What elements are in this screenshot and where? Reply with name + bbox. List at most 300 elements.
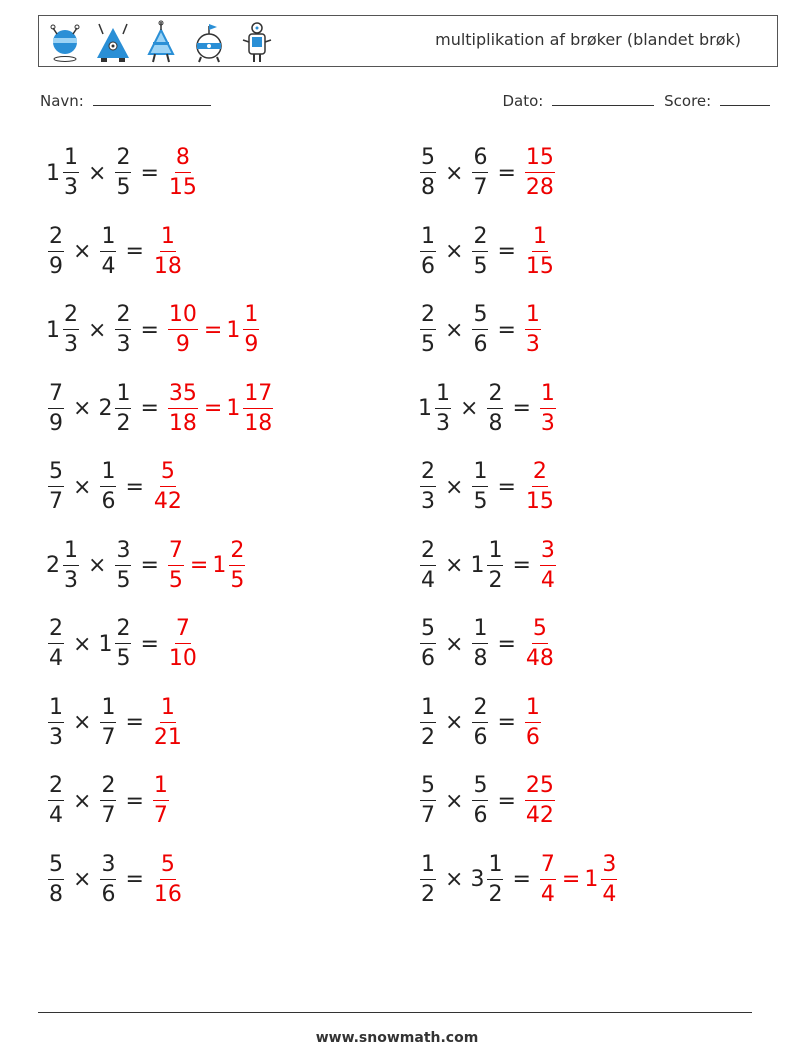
numerator: 1 [420,854,436,880]
fraction [420,223,436,279]
denominator: 48 [525,646,554,671]
times-sign: × [445,160,464,186]
denominator: 18 [153,253,182,279]
numerator: 3 [540,540,556,566]
mixed-number [113,304,133,356]
mixed-number [523,694,543,750]
numerator: 2 [420,461,436,487]
footer-url: www.snowmath.com [315,1030,479,1046]
denominator: 4 [540,567,555,593]
robot-strip [45,20,277,64]
problem-item [46,297,261,363]
equals-sign: = [140,631,159,657]
mixed-number [418,380,453,436]
numerator: 1 [243,304,259,330]
denominator: 6 [473,332,488,357]
numerator: 2 [63,304,79,330]
mixed-number [523,461,557,513]
date-label: Dato: [502,92,544,110]
denominator: 6 [473,803,488,828]
mixed-number [418,775,438,827]
problem-item [418,690,543,756]
mixed-number [470,461,490,513]
mixed-number [226,304,261,356]
equals-sign: = [561,867,581,892]
name-label: Navn: [40,92,84,110]
denominator: 9 [175,332,190,357]
fraction [540,537,556,593]
mixed-number [166,304,200,356]
numerator: 2 [472,697,488,723]
denominator: 5 [473,489,488,514]
problem-item [418,454,557,520]
mixed-number [470,775,490,827]
header-box [38,15,778,67]
fraction [472,618,488,670]
numerator: 1 [487,854,503,880]
mixed-number [113,147,133,199]
robot-icon-5 [237,20,277,64]
mixed-number [418,618,438,670]
numerator: 5 [472,775,488,801]
fraction [472,461,488,513]
mixed-number [212,537,247,593]
denominator: 7 [421,803,435,828]
problem-item [418,219,557,285]
fraction [153,694,183,750]
times-sign: × [445,867,464,892]
numerator: 5 [472,304,488,330]
numerator: 1 [525,304,541,330]
equals-sign: = [203,317,223,343]
equals-sign: = [497,631,516,657]
mixed-number [46,851,66,907]
mixed-number [418,304,438,356]
fraction [420,694,436,750]
denominator: 2 [116,410,131,436]
fraction [100,461,116,513]
times-sign: × [73,788,92,814]
mixed-number [523,147,557,199]
whole-part: 2 [46,553,60,578]
denominator: 3 [436,410,450,436]
denominator: 3 [64,332,78,357]
mixed-number [166,618,200,670]
times-sign: × [73,631,92,657]
times-sign: × [88,317,107,343]
numerator: 17 [243,383,273,409]
fraction [420,775,436,827]
whole-part: 1 [584,867,599,892]
numerator: 2 [472,226,488,252]
numerator: 1 [100,226,116,252]
denominator: 4 [421,567,435,593]
robot-icon-3 [141,20,181,64]
problem-item [46,690,185,756]
times-sign: × [445,788,464,814]
whole-part: 1 [98,631,113,657]
numerator: 1 [487,540,503,566]
denominator: 18 [244,410,273,436]
problem-item [418,768,557,834]
denominator: 42 [153,489,182,514]
denominator: 7 [101,724,116,750]
numerator: 5 [532,618,548,644]
equals-sign: = [497,239,516,264]
fraction [472,147,488,199]
denominator: 7 [473,175,488,200]
equals-sign: = [203,396,223,421]
numerator: 1 [420,226,436,252]
denominator: 4 [101,253,116,279]
denominator: 5 [116,646,131,671]
numerator: 1 [540,383,556,409]
numerator: 35 [168,383,198,409]
date-score-fields [503,92,771,110]
times-sign: × [73,474,92,500]
mixed-number [46,304,81,356]
fraction [48,851,64,907]
numerator: 7 [48,383,64,409]
denominator: 4 [540,881,555,907]
fraction [243,380,273,436]
denominator: 42 [525,803,554,828]
mixed-number [418,537,438,593]
numerator: 3 [100,854,116,880]
fraction [63,147,79,199]
denominator: 5 [168,567,183,593]
fraction [420,851,436,907]
mixed-number [98,851,118,907]
numerator: 7 [168,540,184,566]
fraction [100,694,116,750]
fraction [472,694,488,750]
denominator: 8 [473,646,488,671]
mixed-number [470,694,490,750]
footer-divider [38,1012,752,1013]
numerator: 6 [472,147,488,173]
mixed-number [470,147,490,199]
problem-item [46,847,185,913]
equals-sign: = [125,867,144,892]
fraction [48,775,64,827]
denominator: 5 [116,175,131,200]
numerator: 10 [168,304,198,330]
problem-item [418,611,557,677]
mixed-number [470,537,505,593]
fraction [420,147,436,199]
fraction [525,223,555,279]
numerator: 2 [48,775,64,801]
numerator: 25 [525,775,555,801]
fraction [525,775,555,827]
fraction [100,775,116,827]
score-blank[interactable] [720,104,770,106]
mixed-number [538,537,558,593]
mixed-number [470,223,490,279]
denominator: 6 [101,489,116,514]
fraction [168,304,198,356]
date-field [503,92,655,110]
fraction [525,304,541,356]
denominator: 5 [230,567,245,593]
fraction [48,618,64,670]
fraction [435,380,451,436]
whole-part: 1 [418,396,432,421]
numerator: 2 [115,618,131,644]
denominator: 18 [168,410,197,436]
fraction [525,694,541,750]
numerator: 15 [525,147,555,173]
fraction [153,851,183,907]
mixed-number [46,618,66,670]
fraction [168,618,198,670]
whole-part: 1 [470,553,485,578]
denominator: 3 [49,724,63,750]
times-sign: × [73,867,92,892]
times-sign: × [445,710,464,735]
mixed-number [166,380,200,436]
denominator: 3 [116,332,131,357]
denominator: 8 [488,410,503,436]
numerator: 8 [175,147,191,173]
denominator: 8 [49,881,63,907]
equals-sign: = [140,317,159,343]
numerator: 1 [525,697,541,723]
equals-sign: = [512,867,531,892]
numerator: 2 [100,775,116,801]
denominator: 3 [64,567,78,593]
mixed-number [98,461,118,513]
fraction [472,304,488,356]
numerator: 5 [160,854,176,880]
fraction [100,223,116,279]
fraction [420,461,436,513]
numerator: 1 [160,226,176,252]
equals-sign: = [497,710,516,735]
mixed-number [98,775,118,827]
equals-sign: = [189,553,209,578]
robot-icon-4 [189,20,229,64]
fraction [168,147,198,199]
whole-part: 2 [98,396,113,421]
mixed-number [470,851,505,907]
denominator: 4 [602,881,617,907]
fraction [487,537,503,593]
fraction [115,537,131,593]
denominator: 9 [244,332,259,357]
numerator: 1 [100,697,116,723]
numerator: 2 [115,304,131,330]
mixed-number [46,537,81,593]
mixed-number [538,380,558,436]
fraction [420,618,436,670]
numerator: 3 [115,540,131,566]
fraction [229,537,245,593]
numerator: 1 [63,540,79,566]
numerator: 5 [160,461,176,487]
numerator: 1 [435,383,451,409]
problem-item [46,533,247,599]
times-sign: × [445,631,464,657]
denominator: 3 [64,175,78,200]
mixed-number [485,380,505,436]
equals-sign: = [512,396,531,421]
denominator: 6 [473,724,488,750]
denominator: 6 [421,646,435,671]
name-blank[interactable] [93,104,211,106]
fraction [48,694,64,750]
times-sign: × [445,239,464,264]
equals-sign: = [125,239,144,264]
denominator: 21 [153,724,182,750]
denominator: 7 [101,803,116,828]
mixed-number [584,851,619,907]
numerator: 1 [153,775,169,801]
problem-item [46,140,200,206]
times-sign: × [445,317,464,343]
numerator: 1 [48,697,64,723]
times-sign: × [73,710,92,735]
mixed-number [523,223,557,279]
denominator: 7 [153,803,168,828]
numerator: 2 [48,226,64,252]
numerator: 1 [100,461,116,487]
problem-item [46,454,185,520]
denominator: 15 [525,489,554,514]
date-blank[interactable] [552,104,654,106]
fraction [487,380,503,436]
numerator: 2 [229,540,245,566]
mixed-number [98,694,118,750]
times-sign: × [460,396,479,421]
mixed-number [46,694,66,750]
times-sign: × [88,553,107,578]
mixed-number [418,223,438,279]
denominator: 4 [49,803,63,828]
times-sign: × [73,239,92,264]
numerator: 2 [420,540,436,566]
numerator: 5 [48,461,64,487]
denominator: 2 [421,724,435,750]
fraction [472,223,488,279]
numerator: 1 [472,618,488,644]
numerator: 7 [540,854,556,880]
whole-part: 1 [226,396,241,421]
fraction [487,851,503,907]
whole-part: 3 [470,867,485,892]
whole-part: 1 [212,553,227,578]
numerator: 2 [532,461,548,487]
fraction [153,223,183,279]
fraction [63,537,79,593]
denominator: 9 [49,410,63,436]
denominator: 16 [153,881,182,907]
numerator: 2 [48,618,64,644]
mixed-number [166,147,200,199]
mixed-number [151,694,185,750]
mixed-number [46,461,66,513]
numerator: 5 [48,854,64,880]
equals-sign: = [140,553,159,578]
equals-sign: = [125,788,144,814]
numerator: 3 [601,854,617,880]
mixed-number [418,851,438,907]
problem-item [418,297,543,363]
mixed-number [151,851,185,907]
worksheet-title: multiplikation af brøker (blandet brøk) [435,30,741,49]
fraction [540,380,556,436]
mixed-number [418,461,438,513]
numerator: 1 [63,147,79,173]
denominator: 28 [525,175,554,200]
fraction [420,537,436,593]
robot-icon-1 [45,20,85,64]
fraction [63,304,79,356]
numerator: 2 [115,147,131,173]
problem-item [418,533,558,599]
fraction [525,618,555,670]
denominator: 3 [421,489,435,514]
mixed-number [98,618,133,670]
denominator: 7 [49,489,63,514]
fraction [115,147,131,199]
numerator: 1 [532,226,548,252]
numerator: 5 [420,147,436,173]
mixed-number [418,694,438,750]
equals-sign: = [140,160,159,186]
fraction [601,851,617,907]
equals-sign: = [497,160,516,186]
score-label: Score: [664,92,712,110]
denominator: 2 [488,881,503,907]
equals-sign: = [497,788,516,814]
times-sign: × [73,396,92,421]
mixed-number [523,775,557,827]
fraction [525,461,555,513]
equals-sign: = [125,474,144,500]
times-sign: × [445,553,464,578]
problem-item [46,219,185,285]
denominator: 6 [525,724,540,750]
mixed-number [166,537,186,593]
fraction [48,461,64,513]
denominator: 3 [525,332,540,357]
mixed-number [538,851,558,907]
denominator: 15 [168,175,197,200]
problem-item [46,768,171,834]
denominator: 10 [168,646,197,671]
mixed-number [98,380,133,436]
fraction [153,461,183,513]
denominator: 9 [49,253,63,279]
denominator: 4 [49,646,63,671]
denominator: 3 [540,410,555,436]
denominator: 6 [421,253,435,279]
mixed-number [98,223,118,279]
numerator: 5 [420,618,436,644]
mixed-number [46,380,66,436]
denominator: 2 [488,567,503,593]
equals-sign: = [497,317,516,343]
denominator: 5 [421,332,435,357]
mixed-number [523,304,543,356]
mixed-number [470,304,490,356]
denominator: 8 [421,175,435,200]
fraction [243,304,259,356]
problem-item [418,140,557,206]
whole-part: 1 [46,317,60,343]
